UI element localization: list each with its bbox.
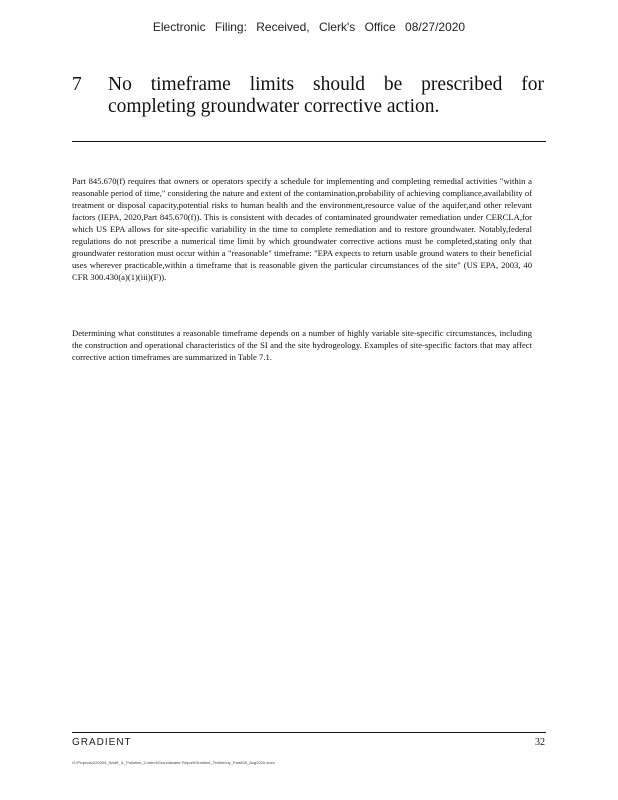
file-path: G:\Projects\220004_Schiff_IL_Pollution_Control\Groundwater Report\Gradient_Testimony_Part845_Aug2020.docx: [72, 760, 275, 765]
filing-stamp: Electronic Filing: Received, Clerk's Office 08/27/2020: [152, 20, 466, 34]
heading-divider: [72, 141, 546, 142]
footer-divider: [72, 732, 546, 733]
company-logo: GRADIENT: [72, 737, 132, 748]
page-number: 32: [535, 737, 545, 748]
body-paragraph: Part 845.670(f) requires that owners or operators specify a schedule for implementing and completing remedial activities "within a reasonable period of time," considering the nature and extent of the contamination,probability of achieving compliance,availability of treatment or disposal capacity,potential risks to human health and the environment,resource value of the aquifer,and other relevant factors (IEPA, 2020,Part 845.670(f)). This is consistent with decades of contaminated groundwater remediation under CERCLA,for which US EPA allows for site-specific variability in the time to complete remediation and to restore groundwater. Notably,federal regulations do not prescribe a numerical time limit by which groundwater corrective actions must be completed,stating only that groundwater restoration must occur within a "reasonable" timeframe: "EPA expects to return usable ground waters to their beneficial uses wherever practicable,within a timeframe that is reasonable given the particular circumstances of the site" (US EPA, 2003, 40 CFR 300.430(a)(1)(iii)(F)).: [72, 176, 532, 282]
section-number: 7: [72, 74, 82, 95]
body-paragraph: Determining what constitutes a reasonable timeframe depends on a number of highly variable site-specific circumstances, including the construction and operational characteristics of the SI and the site hydrogeology. Examples of site-specific factors that may affect corrective action timeframes are summarized in Table 7.1.: [72, 328, 532, 362]
section-heading: [72, 74, 544, 118]
section-title: No timeframe limits should be prescribed for completing groundwater corrective action.: [108, 74, 544, 117]
